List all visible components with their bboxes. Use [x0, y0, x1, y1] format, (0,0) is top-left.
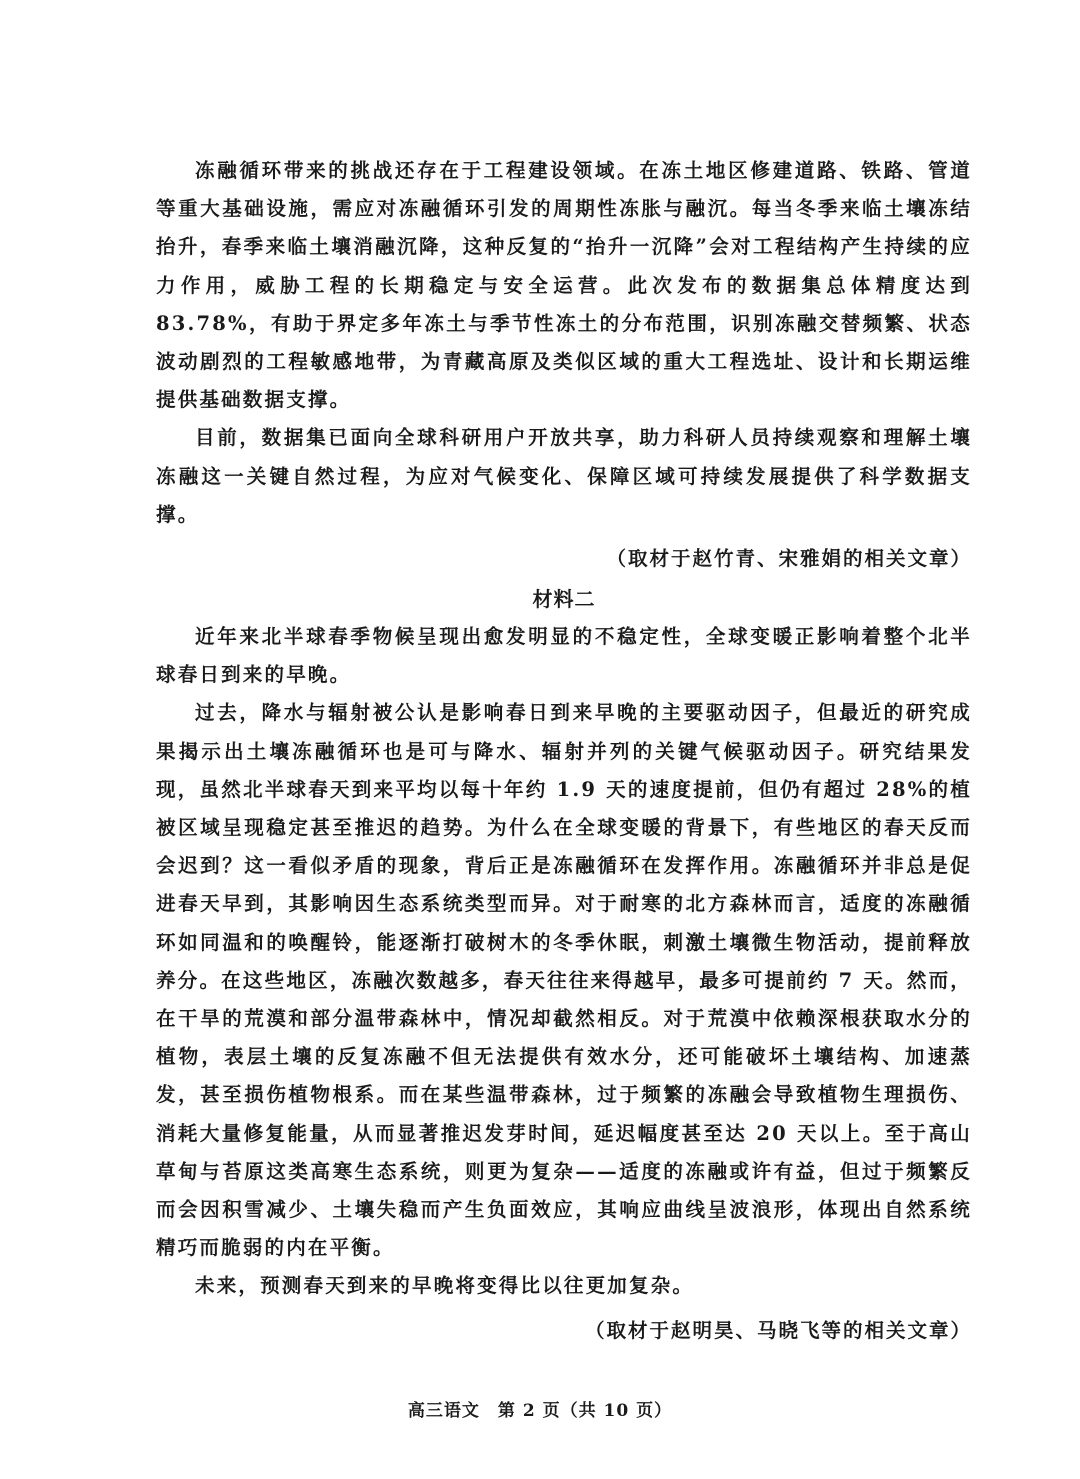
paragraph-engineering: 冻融循环带来的挑战还存在于工程建设领域。在冻土地区修建道路、铁路、管道等重大基础设施，需应对冻融循环引发的周期性冻胀与融沉。每当冬季来临土壤冻结抬升，春季来临土壤消融沉降，这种反复的“抬升一沉降”会对工程结构产生持续的应力作用，威胁工程的长期稳定与安全运营。此次发布的数据集总体精度达到 83.78%，有助于界定多年冻土与季节性冻土的分布范围，识别冻融交替频繁、状态波动剧烈的工程敏感地带，为青藏高原及类似区域的重大工程选址、设计和长期运维提供基础数据支撑。 — [156, 159, 972, 412]
paragraph-spring-phenology: 近年来北半球春季物候呈现出愈发明显的不稳定性，全球变暖正影响着整个北半球春日到来的早晚。 — [156, 625, 972, 687]
paragraph-dataset-sharing: 目前，数据集已面向全球科研用户开放共享，助力科研人员持续观察和理解土壤冻融这一关键自然过程，为应对气候变化、保障区域可持续发展提供了科学数据支撑。 — [156, 426, 972, 526]
paragraph-future: 未来，预测春天到来的早晚将变得比以往更加复杂。 — [195, 1274, 695, 1298]
source-citation-2: （取材于赵明昊、马晓飞等的相关文章） — [584, 1318, 972, 1342]
source-citation-1: （取材于赵竹青、宋雅娟的相关文章） — [606, 547, 972, 571]
page-content — [156, 152, 972, 1350]
section-heading-material-2: 材料二 — [532, 587, 596, 612]
paragraph-freeze-thaw-drivers: 过去，降水与辐射被公认是影响春日到来早晚的主要驱动因子，但最近的研究成果揭示出土壤冻融循环也是可与降水、辐射并列的关键气候驱动因子。研究结果发现，虽然北半球春天到来平均以每十年约 1.9 天的速度提前，但仍有超过 28%的植被区域呈现稳定甚至推迟的趋势。为什么在全球变暖的背景下，有些地区的春天反而会迟到？这一看似矛盾的现象，背后正是冻融循环在发挥作用。冻融循环并非总是促进春天早到，其影响因生态系统类型而异。对于耐寒的北方森林而言，适度的冻融循环如同温和的唤醒铃，能逐渐打破树木的冬季休眠，刺激土壤微生物活动，提前释放养分。在这些地区，冻融次数越多，春天往往来得越早，最多可提前约 7 天。然而，在干旱的荒漠和部分温带森林中，情况却截然相反。对于荒漠中依赖深根获取水分的植物，表层土壤的反复冻融不但无法提供有效水分，还可能破坏土壤结构、加速蒸发，甚至损伤植物根系。而在某些温带森林，过于频繁的冻融会导致植物生理损伤、消耗大量修复能量，从而显著推迟发芽时间，延迟幅度甚至达 20 天以上。至于高山草甸与苔原这类高寒生态系统，则更为复杂——适度的冻融或许有益，但过于频繁反而会因积雪减少、土壤失稳而产生负面效应，其响应曲线呈波浪形，体现出自然系统精巧而脆弱的内在平衡。 — [156, 701, 972, 1260]
page-footer: 高三语文 第 2 页（共 10 页） — [407, 1401, 673, 1421]
